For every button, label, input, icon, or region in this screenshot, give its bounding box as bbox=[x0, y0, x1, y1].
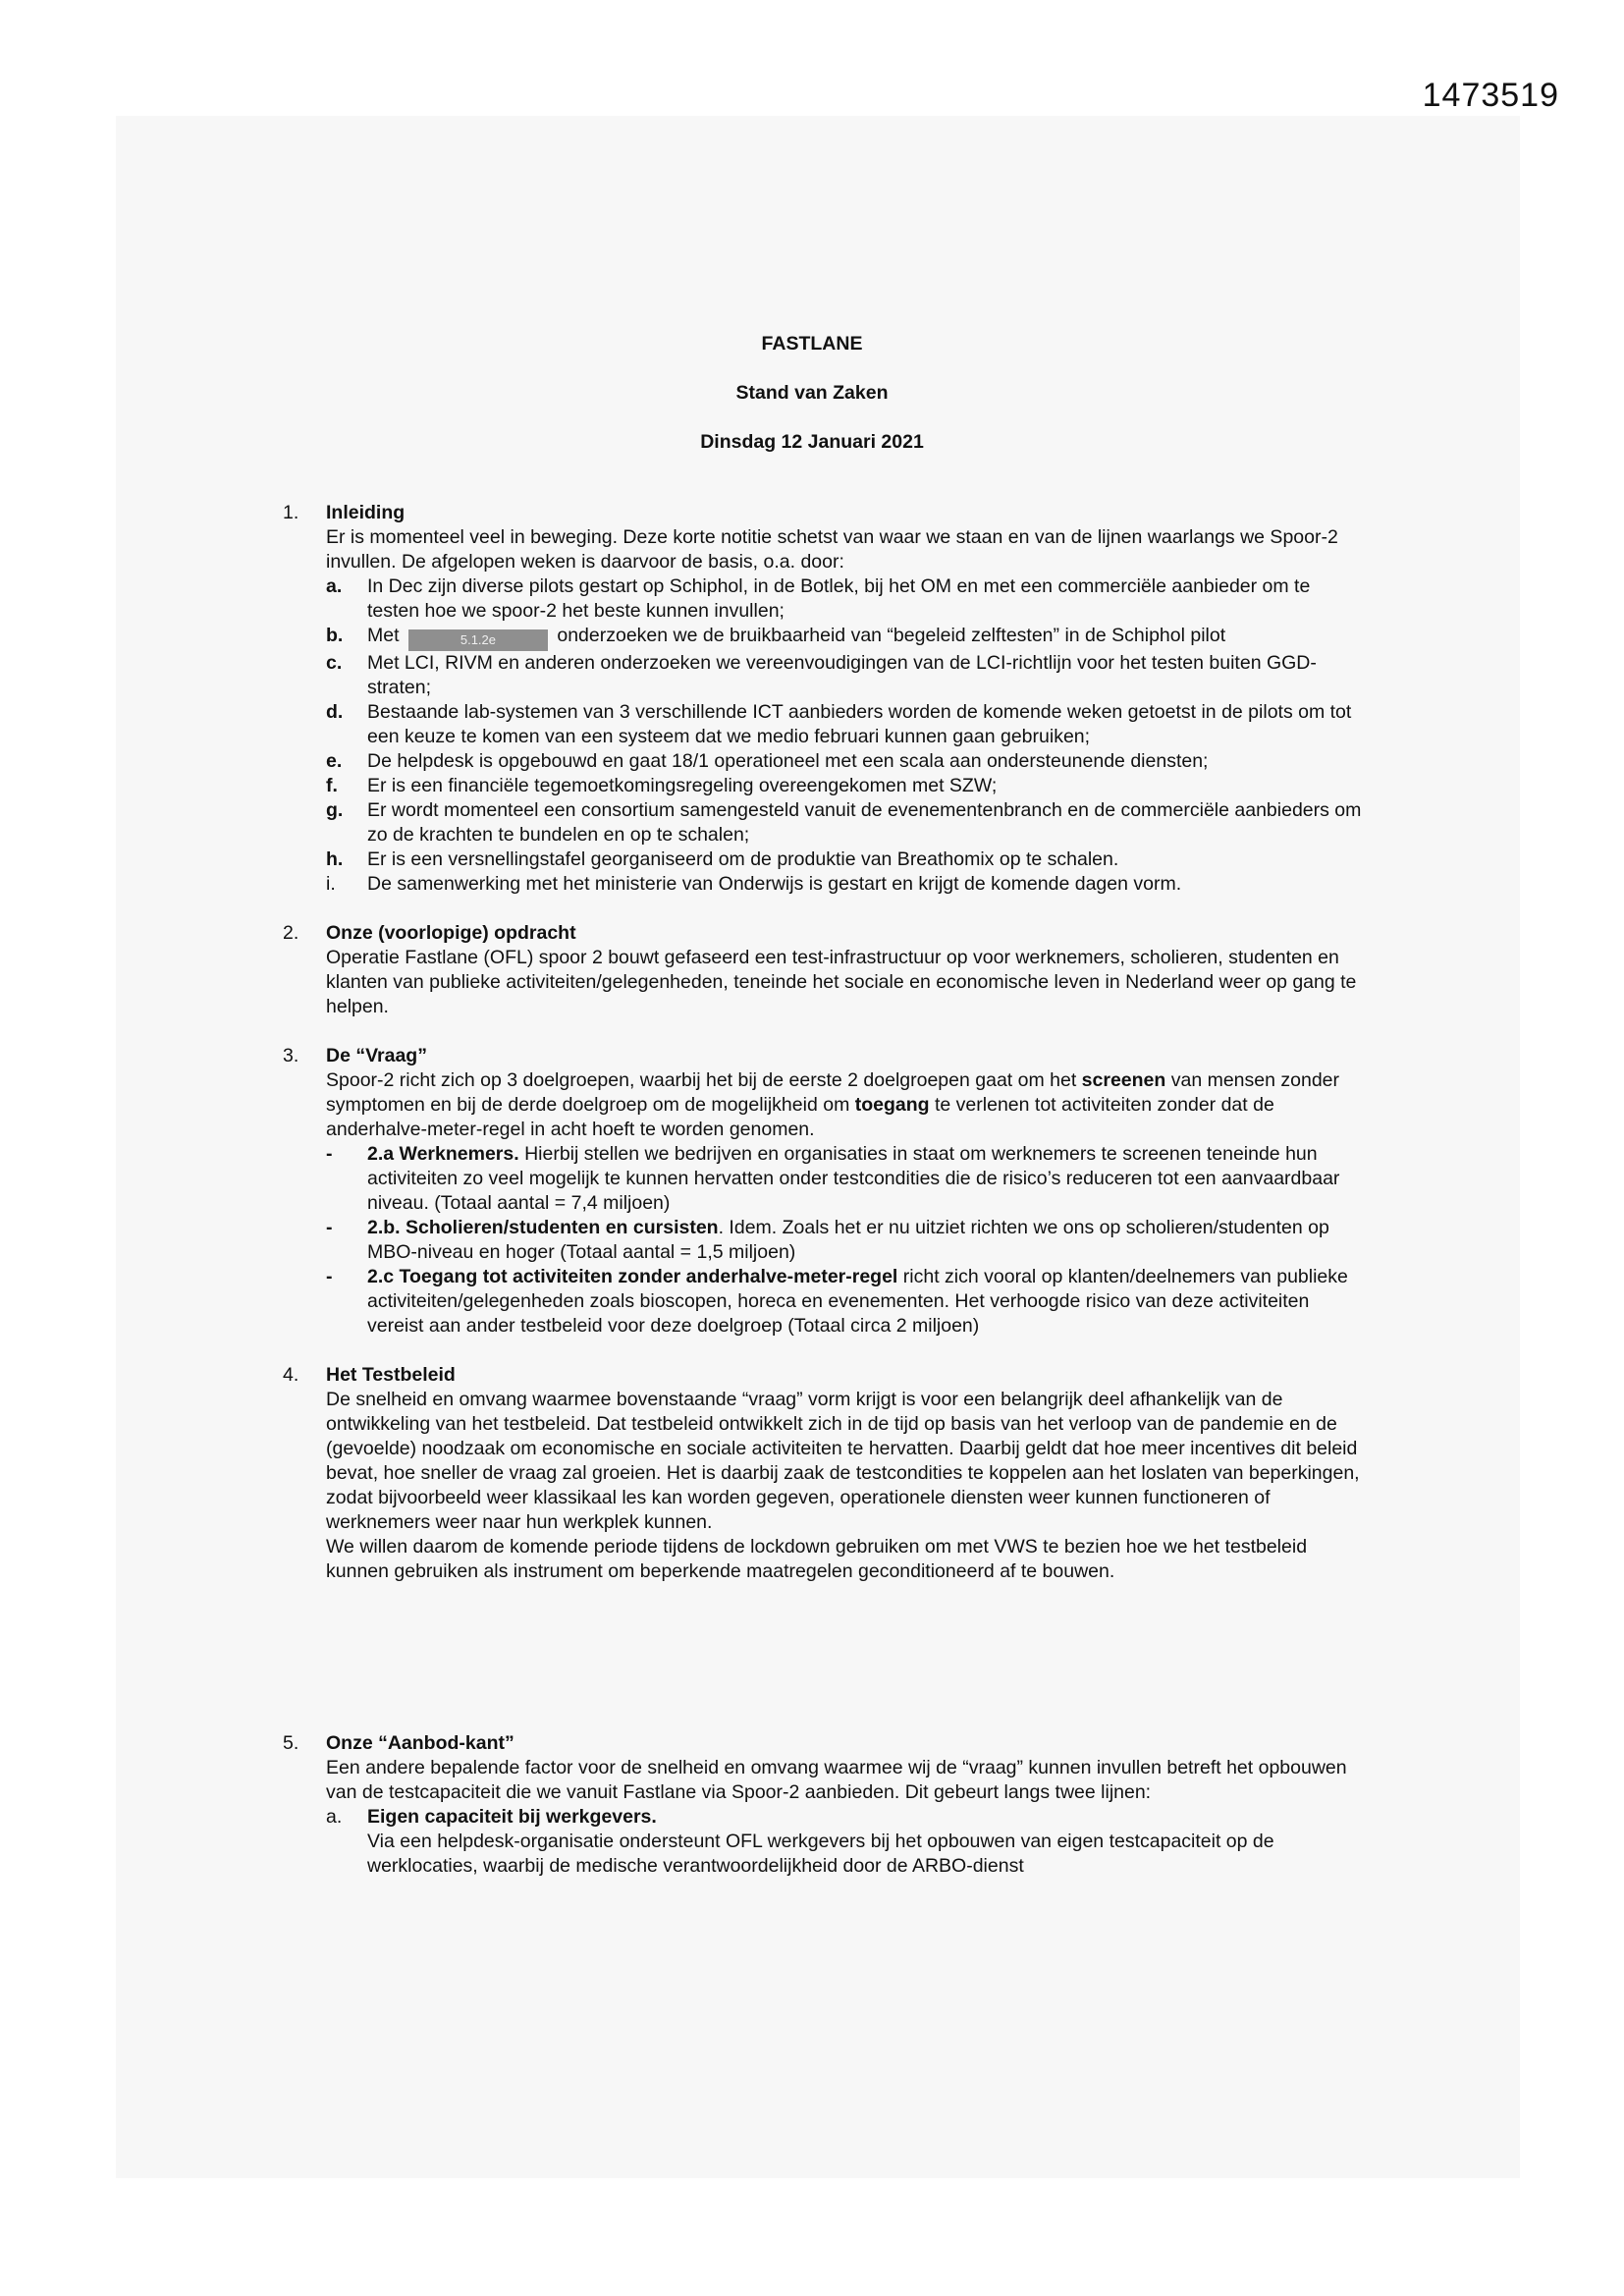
list-item-label: a. bbox=[326, 1806, 343, 1828]
list-item-title: Eigen capaciteit bij werkgevers. bbox=[367, 1806, 657, 1828]
list-item-label: d. bbox=[326, 701, 344, 723]
section-paragraph bbox=[326, 1068, 1363, 1142]
section-body bbox=[326, 1044, 1363, 1142]
bullet-item bbox=[283, 1265, 1363, 1339]
section-paragraph: Een andere bepalende factor voor de snelheid en omvang waarmee wij de “vraag” kunnen invullen betreft het opbouwen van de testcapaciteit die we vanuit Fastlane via Spoor-2 aanbieden. Dit gebeurt langs twee lijnen: bbox=[326, 1757, 1347, 1803]
section-body bbox=[326, 501, 1363, 574]
bullet-item bbox=[283, 1142, 1363, 1216]
list-item-text: Er is een financiële tegemoetkomingsregeling overeengekomen met SZW; bbox=[367, 775, 998, 796]
section-inleiding bbox=[283, 501, 1363, 897]
document-date: Dinsdag 12 Januari 2021 bbox=[700, 431, 924, 453]
list-item bbox=[283, 847, 1363, 872]
bold-term: toegang bbox=[854, 1094, 930, 1116]
list-item bbox=[283, 574, 1363, 624]
section-paragraph: We willen daarom de komende periode tijdens de lockdown gebruiken om met VWS te bezien hoe we het testbeleid kunnen gebruiken als instrument om beperkende maatregelen geconditioneerd af te bouwen. bbox=[326, 1536, 1308, 1582]
section-title: Inleiding bbox=[326, 502, 406, 523]
list-item-label: e. bbox=[326, 750, 343, 772]
bullet-bold: 2.c Toegang tot activiteiten zonder anderhalve-meter-regel bbox=[367, 1266, 898, 1287]
section-body bbox=[326, 1363, 1363, 1584]
section-testbeleid bbox=[283, 1363, 1363, 1584]
document-body bbox=[283, 501, 1363, 1903]
bullet-bold: 2.a Werknemers. bbox=[367, 1143, 519, 1165]
list-item bbox=[283, 872, 1363, 897]
section-title: Het Testbeleid bbox=[326, 1364, 456, 1386]
section-paragraph: Operatie Fastlane (OFL) spoor 2 bouwt gefaseerd een test-infrastructuur op voor werknemers, scholieren, studenten en klanten van publieke activiteiten/gelegenheden, teneinde het sociale en economische leven in Nederland weer op gang te helpen. bbox=[326, 947, 1357, 1017]
list-item-text: Er wordt momenteel een consortium samengesteld vanuit de evenementenbranch en de commerciële aanbieders om zo de krachten te bundelen en op te schalen; bbox=[367, 799, 1362, 846]
paragraph-text: Spoor-2 richt zich op 3 doelgroepen, waarbij het bij de eerste 2 doelgroepen gaat om het bbox=[326, 1069, 1077, 1091]
list-item-label: i. bbox=[326, 873, 336, 895]
list-item bbox=[283, 624, 1363, 651]
paragraph-text: van mensen zonder symptomen en bij de derde doelgroep om de mogelijkheid om bbox=[326, 1069, 1340, 1116]
list-item-text: De samenwerking met het ministerie van Onderwijs is gestart en krijgt de komende dagen vorm. bbox=[367, 873, 1182, 895]
list-item-label: a. bbox=[326, 575, 343, 597]
list-item bbox=[283, 700, 1363, 749]
section-body bbox=[326, 1731, 1363, 1805]
list-item-label: g. bbox=[326, 799, 344, 821]
list-item-label: b. bbox=[326, 625, 344, 646]
section-number: 2. bbox=[283, 922, 299, 944]
section-number: 5. bbox=[283, 1732, 299, 1754]
list-item-label: c. bbox=[326, 652, 343, 674]
list-item bbox=[283, 798, 1363, 847]
document-id: 1473519 bbox=[1422, 77, 1559, 114]
section-body bbox=[326, 921, 1363, 1019]
list-item-text: In Dec zijn diverse pilots gestart op Schiphol, in de Botlek, bij het OM en met een commerciële aanbieder om te testen hoe we spoor-2 het beste kunnen invullen; bbox=[367, 575, 1311, 622]
section-number: 1. bbox=[283, 502, 299, 523]
document-title: FASTLANE bbox=[761, 333, 863, 355]
bullet-text: richt zich vooral op klanten/deelnemers van publieke activiteiten/gelegenheden zoals bioscopen, horeca en evenementen. Het verhoogde risico van deze activiteiten vereist aan ander testbeleid voor deze doelgroep (Totaal circa 2 miljoen) bbox=[367, 1266, 1348, 1337]
section-opdracht bbox=[283, 921, 1363, 1019]
bold-term: screenen bbox=[1081, 1069, 1166, 1091]
list-item bbox=[283, 749, 1363, 774]
bullet-dash: - bbox=[326, 1217, 333, 1238]
paragraph-text: te verlenen tot activiteiten zonder dat de anderhalve-meter-regel in acht hoeft te worden genomen. bbox=[326, 1094, 1274, 1140]
list-item-text: Met LCI, RIVM en anderen onderzoeken we vereenvoudigingen van de LCI-richtlijn voor het testen buiten GGD-straten; bbox=[367, 652, 1317, 698]
list-item-text: Via een helpdesk-organisatie ondersteunt OFL werkgevers bij het opbouwen van eigen testcapaciteit op de werklocaties, waarbij de medische verantwoordelijkheid door de ARBO-dienst bbox=[367, 1831, 1274, 1877]
list-item bbox=[283, 774, 1363, 798]
spacer bbox=[283, 1609, 1363, 1731]
list-item-text: onderzoeken we de bruikbaarheid van “begeleid zelftesten” in de Schiphol pilot bbox=[557, 625, 1226, 646]
list-item-text: Bestaande lab-systemen van 3 verschillende ICT aanbieders worden de komende weken getoetst in de pilots om tot een keuze te komen van een systeem dat we medio februari kunnen gaan gebruiken; bbox=[367, 701, 1352, 747]
bullet-dash: - bbox=[326, 1143, 333, 1165]
section-number: 4. bbox=[283, 1364, 299, 1386]
list-item-label: h. bbox=[326, 848, 344, 870]
bullet-text: Hierbij stellen we bedrijven en organisaties in staat om werknemers te screenen teneinde hun activiteiten zo veel mogelijk te kunnen hervatten onder testcondities die de risico’s reduceren tot een aanvaardbaar niveau. (Totaal aantal = 7,4 miljoen) bbox=[367, 1143, 1340, 1214]
section-title: Onze “Aanbod-kant” bbox=[326, 1732, 514, 1754]
list-item-text: Er is een versnellingstafel georganiseerd om de produktie van Breathomix op te schalen. bbox=[367, 848, 1119, 870]
bullet-item bbox=[283, 1216, 1363, 1265]
section-paragraph: De snelheid en omvang waarmee bovenstaande “vraag” vorm krijgt is voor een belangrijk deel afhankelijk van de ontwikkeling van het testbeleid. Dat testbeleid ontwikkelt zich in de tijd op basis van het verloop van de pandemie en de (gevoelde) noodzaak om economische en sociale activiteiten te hervatten. Daarbij geldt dat hoe meer incentives dit beleid bevat, hoe sneller de vraag zal groeien. Het is daarbij zaak de testcondities te koppelen aan het loslaten van beperkingen, zodat bijvoorbeeld weer klassikaal les kan worden gegeven, operationele diensten weer kunnen functioneren of werknemers weer naar hun werkplek kunnen. bbox=[326, 1389, 1360, 1533]
bullet-dash: - bbox=[326, 1266, 333, 1287]
section-title: De “Vraag” bbox=[326, 1045, 427, 1066]
section-vraag bbox=[283, 1044, 1363, 1339]
list-item-text: De helpdesk is opgebouwd en gaat 18/1 operationeel met een scala aan ondersteunende diensten; bbox=[367, 750, 1209, 772]
bullet-bold: 2.b. Scholieren/studenten en cursisten bbox=[367, 1217, 719, 1238]
section-number: 3. bbox=[283, 1045, 299, 1066]
list-item-text: Met bbox=[367, 625, 400, 646]
section-aanbod bbox=[283, 1731, 1363, 1879]
bullet-text: . Idem. Zoals het er nu uitziet richten we ons op scholieren/studenten op MBO-niveau en hoger (Totaal aantal = 1,5 miljoen) bbox=[367, 1217, 1329, 1263]
list-item-label: f. bbox=[326, 775, 338, 796]
document-subtitle: Stand van Zaken bbox=[735, 382, 889, 404]
list-item bbox=[283, 651, 1363, 700]
section-intro: Er is momenteel veel in beweging. Deze korte notitie schetst van waar we staan en van de lijnen waarlangs we Spoor-2 invullen. De afgelopen weken is daarvoor de basis, o.a. door: bbox=[326, 526, 1338, 573]
section-title: Onze (voorlopige) opdracht bbox=[326, 922, 576, 944]
redaction-box: 5.1.2e bbox=[408, 629, 548, 651]
list-item bbox=[283, 1805, 1363, 1879]
